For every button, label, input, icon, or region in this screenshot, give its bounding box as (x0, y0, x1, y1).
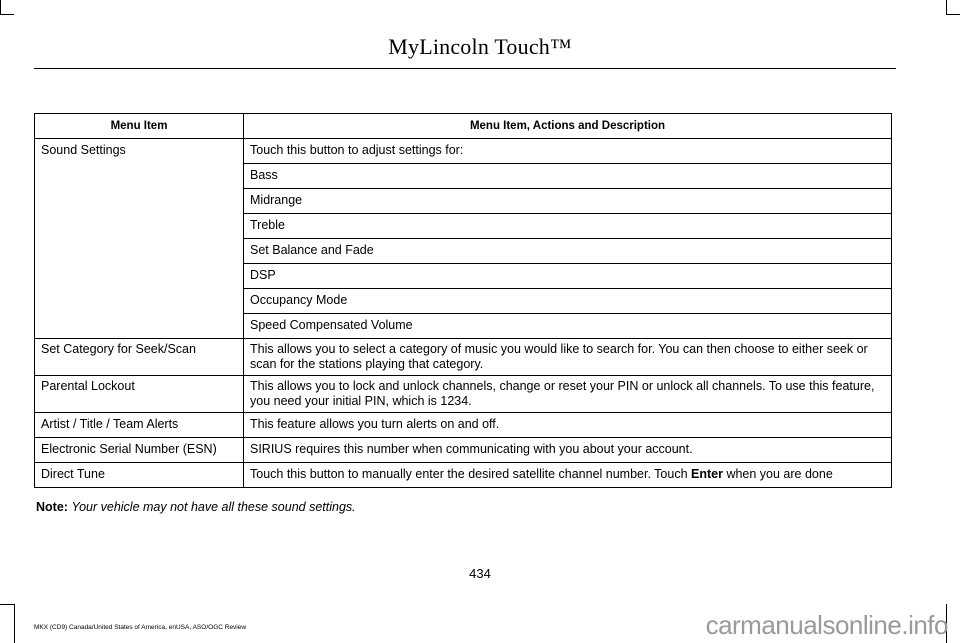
description-cell: Speed Compensated Volume (244, 314, 892, 339)
description-cell (244, 463, 892, 488)
crop-mark (0, 604, 14, 605)
page-title: MyLincoln Touch™ (388, 34, 572, 59)
column-header-description: Menu Item, Actions and Description (244, 114, 892, 139)
header-divider (34, 68, 896, 69)
crop-mark (0, 14, 14, 15)
table-row (35, 438, 892, 463)
watermark: carmanualsonline.info (705, 610, 948, 640)
note-label: Note: (36, 500, 68, 514)
table-row (35, 463, 892, 488)
menu-item-cell: Set Category for Seek/Scan (35, 339, 244, 376)
crop-mark (0, 0, 1, 14)
description-cell: Treble (244, 214, 892, 239)
description-cell: Set Balance and Fade (244, 239, 892, 264)
crop-mark (946, 0, 947, 14)
description-cell: SIRIUS requires this number when communicating with you about your account. (244, 438, 892, 463)
menu-table (34, 113, 892, 488)
description-cell: Bass (244, 164, 892, 189)
menu-item-cell: Artist / Title / Team Alerts (35, 413, 244, 438)
menu-item-cell: Parental Lockout (35, 376, 244, 413)
note-text: Your vehicle may not have all these sound settings. (71, 500, 356, 514)
crop-mark (946, 14, 960, 15)
menu-item-cell: Direct Tune (35, 463, 244, 488)
description-cell: This allows you to lock and unlock channels, change or reset your PIN or unlock all channels. To use this feature, you need your initial PIN, which is 1234. (244, 376, 892, 413)
page-number: 434 (469, 566, 491, 581)
document-footer: MKX (CD9) Canada/United States of America, enUSA, ASO/OGC Review (34, 624, 247, 631)
note (36, 500, 356, 514)
description-cell: Touch this button to adjust settings for: (244, 139, 892, 164)
crop-mark (14, 604, 15, 643)
description-cell: Midrange (244, 189, 892, 214)
description-cell: Occupancy Mode (244, 289, 892, 314)
table-row (35, 139, 892, 164)
description-cell: This allows you to select a category of music you would like to search for. You can then choose to either seek or scan for the stations playing that category. (244, 339, 892, 376)
table-row (35, 339, 892, 376)
column-header-menu-item: Menu Item (35, 114, 244, 139)
description-cell: This feature allows you turn alerts on and off. (244, 413, 892, 438)
enter-keyword: Enter (691, 467, 723, 481)
table-header-row (35, 114, 892, 139)
menu-item-cell: Sound Settings (35, 139, 244, 339)
description-cell: DSP (244, 264, 892, 289)
description-text: Touch this button to manually enter the desired satellite channel number. Touch (250, 467, 692, 481)
description-text: when you are done (722, 467, 833, 481)
table-row (35, 413, 892, 438)
table-row (35, 376, 892, 413)
menu-item-cell: Electronic Serial Number (ESN) (35, 438, 244, 463)
